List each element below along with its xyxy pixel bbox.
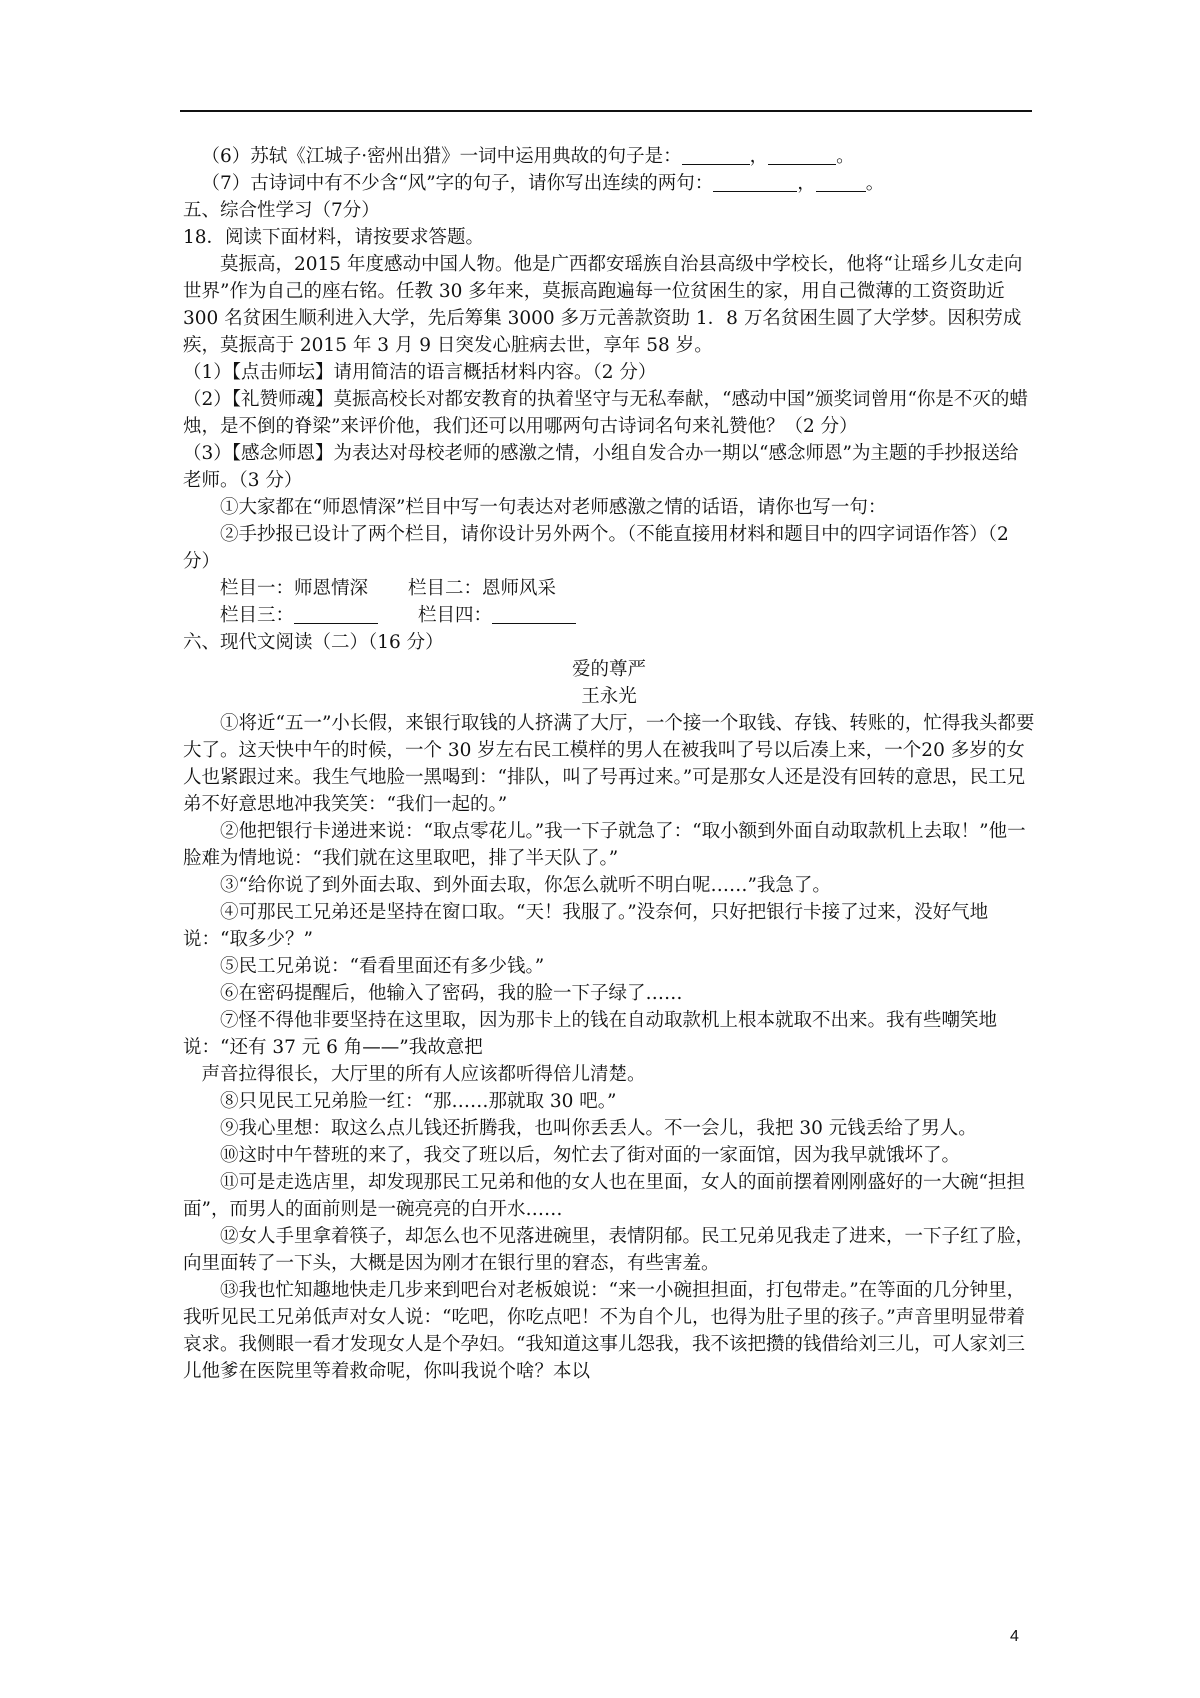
column-row-1: 栏目一：师恩情深 栏目二：恩师风采 [220,578,557,599]
article-paragraph: ⑥在密码提醒后，他输入了密码，我的脸一下子绿了…… [220,983,683,1004]
article-paragraph: ⑩这时中午替班的来了，我交了班以后，匆忙去了街对面的一家面馆，因为我早就饿坏了。 [220,1145,961,1166]
article-paragraph: ⑨我心里想：取这么点儿钱还折腾我，也叫你丢丢人。不一会儿，我把 30 元钱丢给了男人。 [220,1118,977,1139]
article-paragraph: ⑧只见民工兄弟脸一红：“那……那就取 30 吧。” [220,1091,617,1112]
article-paragraph: ⑫女人手里拿着筷子，却怎么也不见落进碗里，表情阴郁。民工兄弟见我走了进来，一下子红了脸，向里面转了一下头，大概是因为刚才在银行里的窘态，有些害羞。 [183,1226,1035,1274]
article-paragraph: ⑬我也忙知趣地快走几步来到吧台对老板娘说：“来一小碗担担面，打包带走。”在等面的几分钟里，我听见民工兄弟低声对女人说：“吃吧，你吃点吧！不为自个儿，也得为肚子里的孩子。”声音里明显带着哀求。我侧眼一看才发现女人是个孕妇。“我知道这事儿怨我，我不该把攒的钱借给刘三儿，可人家刘三儿他爹在医院里等着救命呢，你叫我说个啥？本以 [183,1280,1026,1382]
article-title: 爱的尊严 [571,659,646,680]
answer-blank[interactable] [682,146,750,165]
question-6: （6）苏轼《江城子·密州出猎》一词中运用典故的句子是： ， 。 [201,146,855,167]
page-number: 4 [1010,1628,1019,1645]
article-paragraph: ①将近“五一”小长假，来银行取钱的人挤满了大厅，一个接一个取钱、存钱、转账的，忙得我头都要大了。这天快中午的时候，一个 30 岁左右民工模样的男人在被我叫了号以后凑上来，一个20 多岁的女人也紧跟过来。我生气地脸一黑喝到：“排队，叫了号再过来。”可是那女人还是没有回转的意思，民工兄弟不好意思地冲我笑笑：“我们一起的。” [183,713,1035,815]
answer-blank[interactable] [816,173,866,192]
sub-question-3: （3）【感念师恩】为表达对母校老师的感激之情，小组自发合办一期以“感念师恩”为主题的手抄报送给老师。（3 分） [183,443,1019,491]
section-6-title: 六、现代文阅读（二）（16 分） [183,632,444,653]
article-paragraph: 声音拉得很长，大厅里的所有人应该都听得倍儿清楚。 [201,1064,646,1085]
answer-blank[interactable] [768,146,836,165]
article-paragraph: ⑪可是走选店里，却发现那民工兄弟和他的女人也在里面，女人的面前摆着刚刚盛好的一大碗“担担面”，而男人的面前则是一碗亮亮的白开水…… [183,1172,1025,1220]
question-7: （7）古诗词中有不少含“风”字的句子，请你写出连续的两句： ， 。 [201,173,885,194]
article-paragraph: ③“给你说了到外面去取、到外面去取，你怎么就听不明白呢……”我急了。 [220,875,831,896]
sub-question-3-2: ②手抄报已设计了两个栏目，请你设计另外两个。（不能直接用材料和题目中的四字词语作答）（2 分） [183,524,1009,572]
answer-blank[interactable] [492,605,576,624]
document-body [183,143,1035,1385]
sub-question-1: （1）【点击师坛】请用简洁的语言概括材料内容。（2 分） [183,362,657,383]
article-paragraph: ⑦怪不得他非要坚持在这里取，因为那卡上的钱在自动取款机上根本就取不出来。我有些嘲笑地说：“还有 37 元 6 角——”我故意把 [183,1010,998,1058]
answer-blank[interactable] [713,173,797,192]
article-paragraph: ⑤民工兄弟说：“看看里面还有多少钱。” [220,956,545,977]
article-paragraph: ②他把银行卡递进来说：“取点零花儿。”我一下子就急了：“取小额到外面自动取款机上去取！”他一脸难为情地说：“我们就在这里取吧，排了半天队了。” [183,821,1026,869]
article-author: 王永光 [581,686,637,707]
sub-question-3-1: ①大家都在“师恩情深”栏目中写一句表达对老师感激之情的话语，请你也写一句： [220,497,887,518]
section-5-title: 五、综合性学习（7分） [183,200,380,221]
answer-blank[interactable] [294,605,378,624]
sub-question-2: （2）【礼赞师魂】莫振高校长对都安教育的执着坚守与无私奉献，“感动中国”颁奖词曾用“你是不灭的蜡烛，是不倒的脊梁”来评价他，我们还可以用哪两句古诗词名句来礼赞他？（2 分） [183,389,1028,437]
question-18-title: 18．阅读下面材料，请按要求答题。 [183,227,485,248]
header-rule [180,110,1032,112]
material-paragraph: 莫振高，2015 年度感动中国人物。他是广西都安瑶族自治县高级中学校长，他将“让瑶乡儿女走向世界”作为自己的座右铭。任教 30 多年来，莫振高跑遍每一位贫困生的家，用自己微薄的工资资助近 300 名贫困生顺利进入大学，先后筹集 3000 多万元善款资助 1．8 万名贫困生圆了大学梦。因积劳成疾，莫振高于 2015 年 3 月 9 日突发心脏病去世，享年 58 岁。 [183,254,1023,356]
column-row-2: 栏目三： 栏目四： [183,602,1035,629]
article-paragraph: ④可那民工兄弟还是坚持在窗口取。“天！我服了。”没奈何，只好把银行卡接了过来，没好气地说：“取多少？” [183,902,989,950]
